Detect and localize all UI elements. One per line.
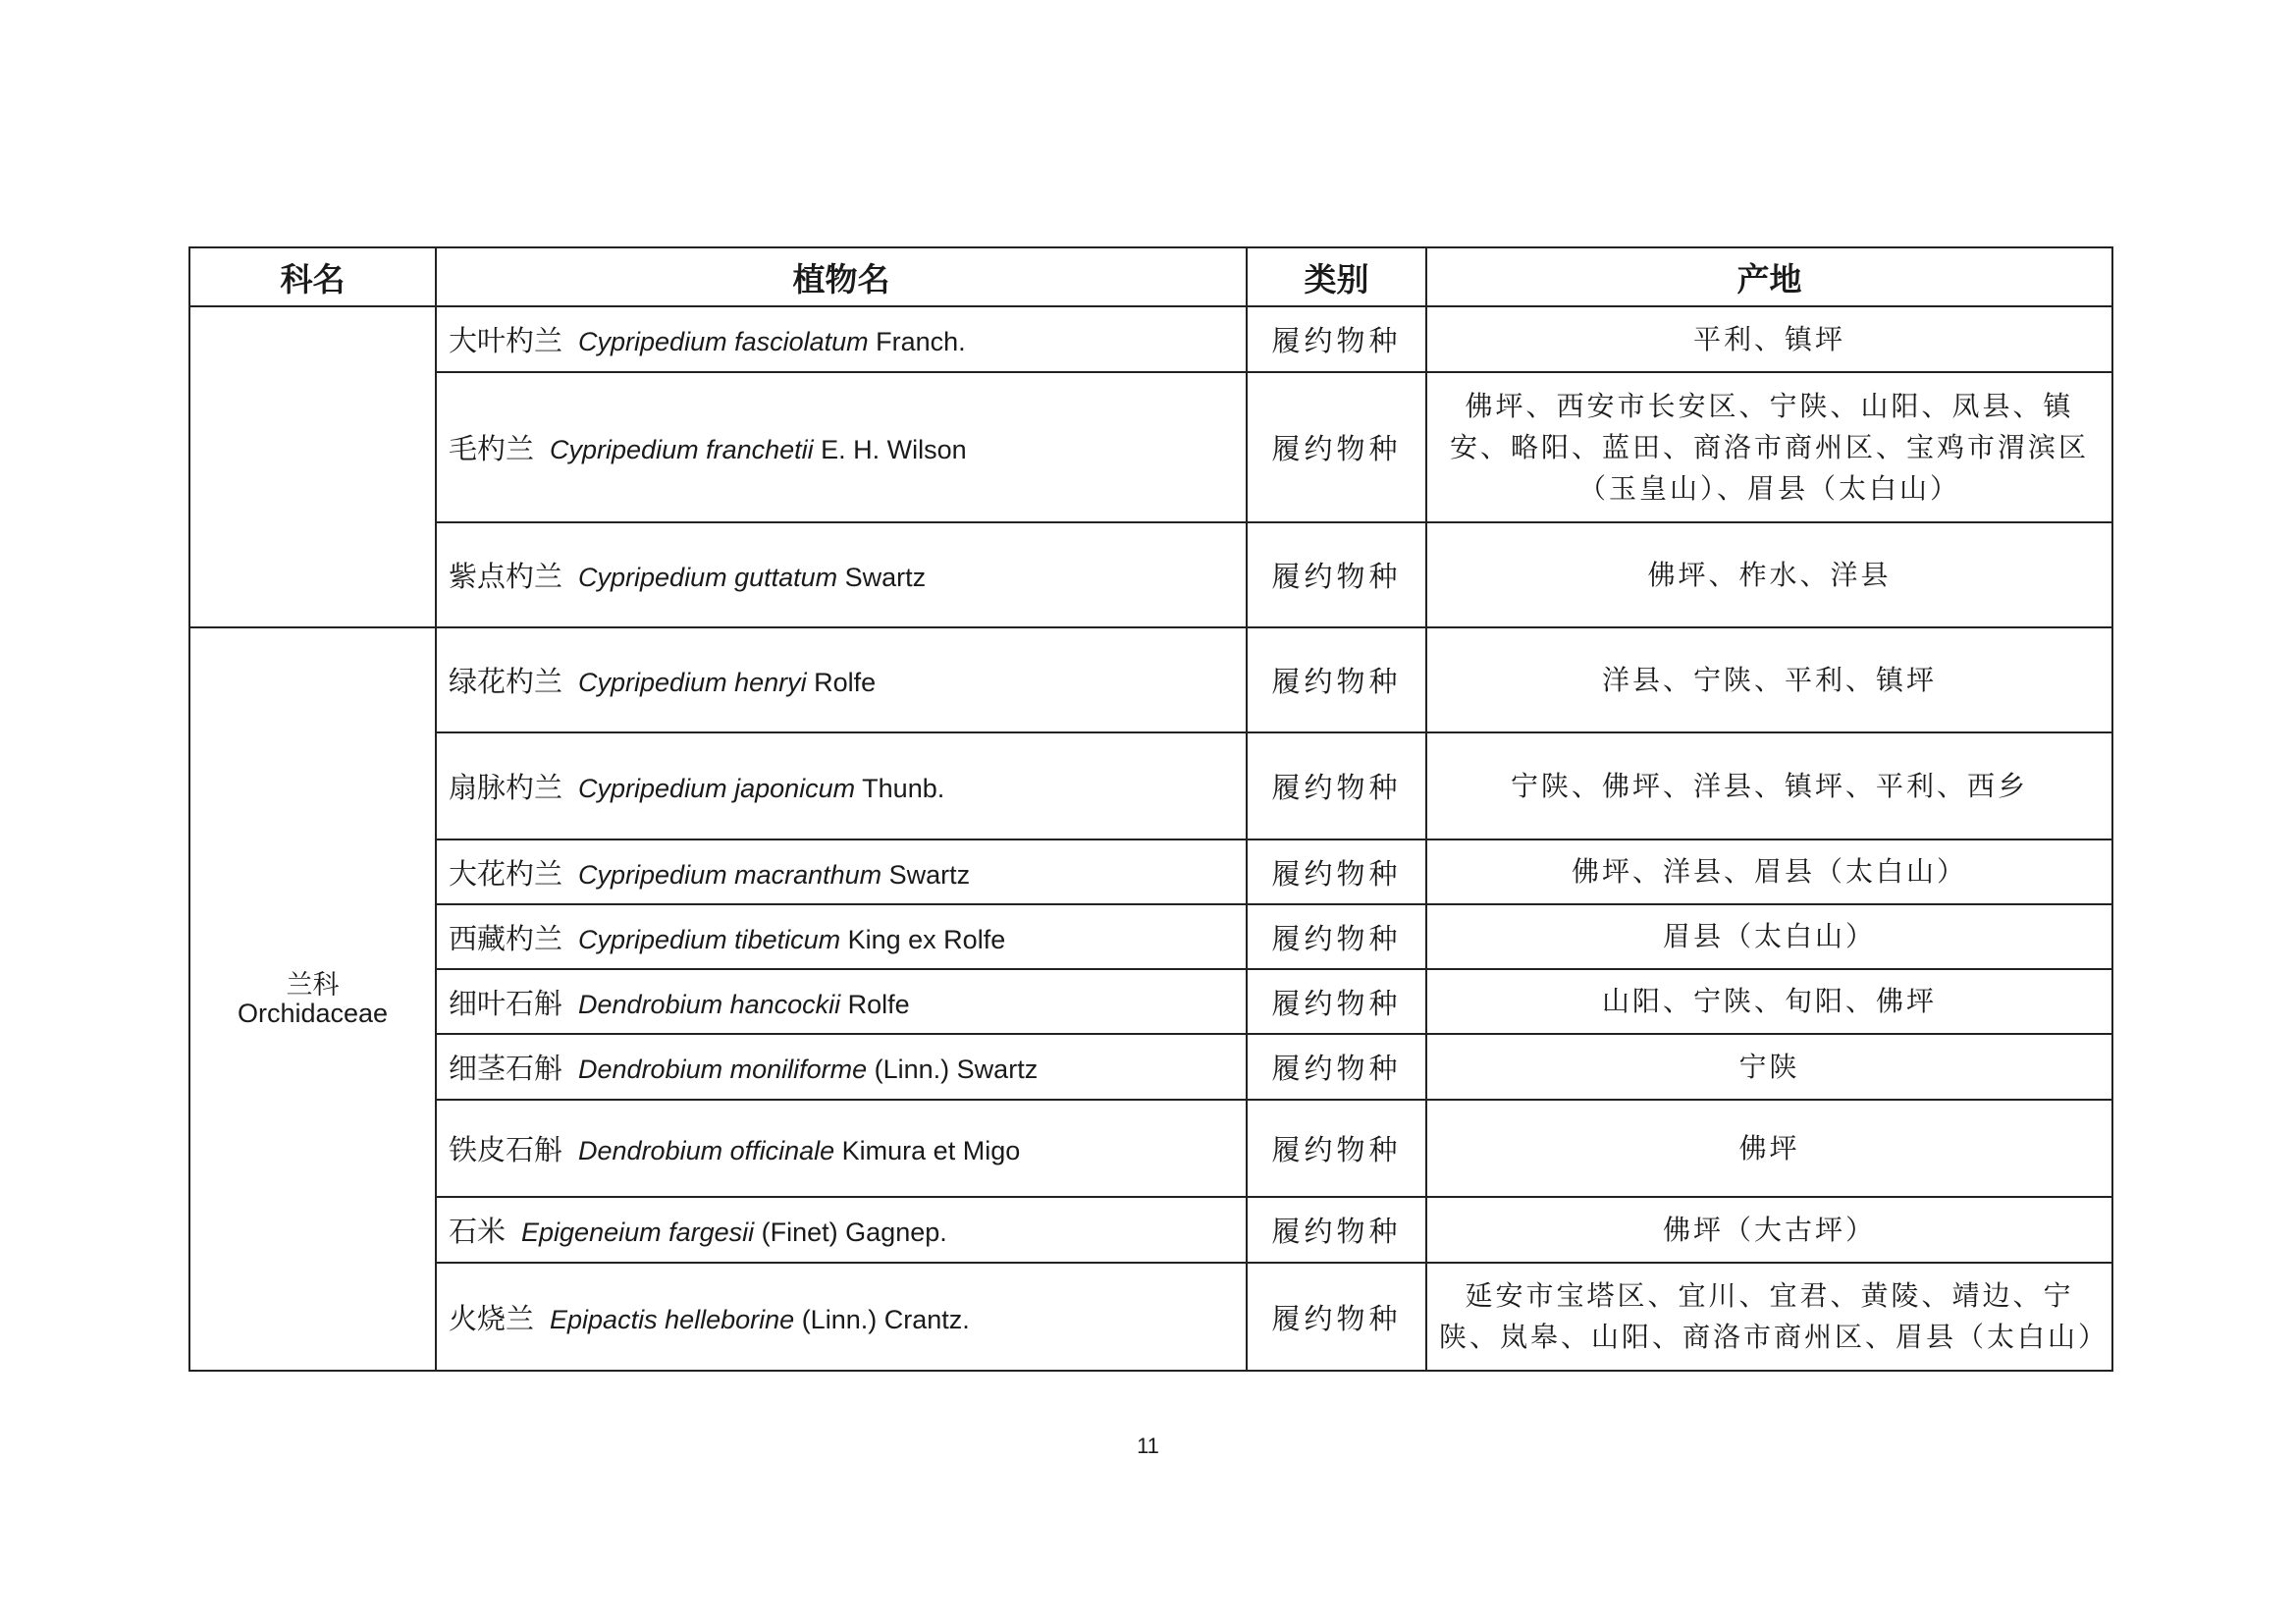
species-table [188, 246, 2113, 1372]
table-row [189, 522, 2112, 627]
table-row [189, 1100, 2112, 1197]
plant-author: Swartz [881, 859, 971, 890]
plant-cn-name: 火烧兰 [449, 1301, 535, 1335]
origin-cell: 延安市宝塔区、宜川、宜君、黄陵、靖边、宁陕、岚皋、山阳、商洛市商州区、眉县（太白山） [1426, 1263, 2112, 1371]
plant-scientific-name: Epigeneium fargesii [521, 1218, 755, 1247]
plant-scientific-name: Cypripedium fasciolatum [578, 327, 869, 356]
category-cell: 履约物种 [1247, 372, 1426, 522]
plant-scientific-name: Epipactis helleborine [550, 1304, 795, 1334]
plant-cn-name: 石米 [449, 1215, 507, 1248]
family-cn-name: 兰科 [286, 969, 340, 1000]
origin-cell: 宁陕、佛坪、洋县、镇坪、平利、西乡 [1426, 732, 2112, 839]
plant-scientific-name: Dendrobium hancockii [578, 989, 841, 1019]
category-cell: 履约物种 [1247, 732, 1426, 839]
category-cell: 履约物种 [1247, 627, 1426, 732]
table-row [189, 969, 2112, 1034]
table-row [189, 627, 2112, 732]
category-cell: 履约物种 [1247, 1034, 1426, 1100]
plant-scientific-name: Cypripedium tibeticum [578, 924, 841, 954]
origin-cell: 洋县、宁陕、平利、镇坪 [1426, 627, 2112, 732]
category-cell: 履约物种 [1247, 1197, 1426, 1263]
plant-cn-name: 细茎石斛 [449, 1052, 563, 1085]
category-cell: 履约物种 [1247, 969, 1426, 1034]
category-cell: 履约物种 [1247, 306, 1426, 372]
table-row [189, 1034, 2112, 1100]
family-cell-empty [189, 306, 436, 627]
plant-author: (Linn.) Swartz [867, 1055, 1039, 1084]
table-row [189, 306, 2112, 372]
plant-scientific-name: Cypripedium guttatum [578, 563, 838, 592]
family-latin-name: Orchidaceae [237, 998, 389, 1028]
plant-name-cell [436, 839, 1247, 904]
plant-name-cell [436, 732, 1247, 839]
plant-cn-name: 西藏杓兰 [449, 921, 563, 955]
category-cell: 履约物种 [1247, 904, 1426, 969]
plant-name-cell [436, 306, 1247, 372]
plant-scientific-name: Dendrobium moniliforme [578, 1055, 868, 1084]
origin-cell: 山阳、宁陕、旬阳、佛坪 [1426, 969, 2112, 1034]
plant-name-cell [436, 904, 1247, 969]
plant-name-cell [436, 522, 1247, 627]
plant-cn-name: 扇脉杓兰 [449, 771, 563, 804]
plant-name-cell [436, 372, 1247, 522]
origin-cell: 佛坪、柞水、洋县 [1426, 522, 2112, 627]
plant-author: King ex Rolfe [840, 924, 1006, 954]
family-cell-orchidaceae [189, 627, 436, 1371]
header-origin: 产地 [1426, 247, 2112, 306]
category-cell: 履约物种 [1247, 1100, 1426, 1197]
table-row [189, 839, 2112, 904]
plant-name-cell [436, 1263, 1247, 1371]
plant-cn-name: 紫点杓兰 [449, 560, 563, 593]
header-category: 类别 [1247, 247, 1426, 306]
plant-author: (Linn.) Crantz. [794, 1304, 970, 1334]
plant-scientific-name: Cypripedium macranthum [578, 859, 882, 890]
plant-author: Swartz [837, 563, 927, 592]
origin-cell: 宁陕 [1426, 1034, 2112, 1100]
table-row [189, 372, 2112, 522]
plant-scientific-name: Cypripedium japonicum [578, 774, 856, 803]
header-family: 科名 [189, 247, 436, 306]
plant-name-cell [436, 969, 1247, 1034]
plant-author: Kimura et Migo [834, 1136, 1021, 1165]
plant-name-cell [436, 1034, 1247, 1100]
origin-cell: 佛坪、西安市长安区、宁陕、山阳、凤县、镇安、略阳、蓝田、商洛市商州区、宝鸡市渭滨区（玉皇山）、眉县（太白山） [1426, 372, 2112, 522]
category-cell: 履约物种 [1247, 1263, 1426, 1371]
plant-name-cell [436, 1197, 1247, 1263]
plant-scientific-name: Cypripedium henryi [578, 668, 807, 697]
table-row [189, 904, 2112, 969]
plant-cn-name: 绿花杓兰 [449, 665, 563, 698]
table-row [189, 1263, 2112, 1371]
table-row [189, 1197, 2112, 1263]
origin-cell: 佛坪（大古坪） [1426, 1197, 2112, 1263]
table-row [189, 732, 2112, 839]
page-number: 11 [1137, 1434, 1159, 1458]
origin-cell: 眉县（太白山） [1426, 904, 2112, 969]
plant-cn-name: 铁皮石斛 [449, 1133, 563, 1166]
plant-cn-name: 大花杓兰 [449, 856, 563, 891]
plant-cn-name: 毛杓兰 [449, 432, 535, 465]
plant-cn-name: 细叶石斛 [449, 986, 563, 1020]
plant-author: Franch. [868, 327, 966, 356]
plant-scientific-name: Dendrobium officinale [578, 1136, 835, 1165]
plant-author: Rolfe [806, 668, 877, 697]
plant-author: (Finet) Gagnep. [754, 1218, 947, 1247]
origin-cell: 佛坪、洋县、眉县（太白山） [1426, 839, 2112, 904]
header-row [189, 247, 2112, 306]
plant-name-cell [436, 627, 1247, 732]
plant-cn-name: 大叶杓兰 [449, 324, 563, 357]
header-plant: 植物名 [436, 247, 1247, 306]
origin-cell: 佛坪 [1426, 1100, 2112, 1197]
plant-author: E. H. Wilson [813, 435, 967, 464]
category-cell: 履约物种 [1247, 522, 1426, 627]
origin-cell: 平利、镇坪 [1426, 306, 2112, 372]
plant-author: Thunb. [855, 774, 945, 803]
plant-scientific-name: Cypripedium franchetii [550, 435, 814, 464]
plant-name-cell [436, 1100, 1247, 1197]
plant-author: Rolfe [840, 989, 910, 1019]
category-cell: 履约物种 [1247, 839, 1426, 904]
